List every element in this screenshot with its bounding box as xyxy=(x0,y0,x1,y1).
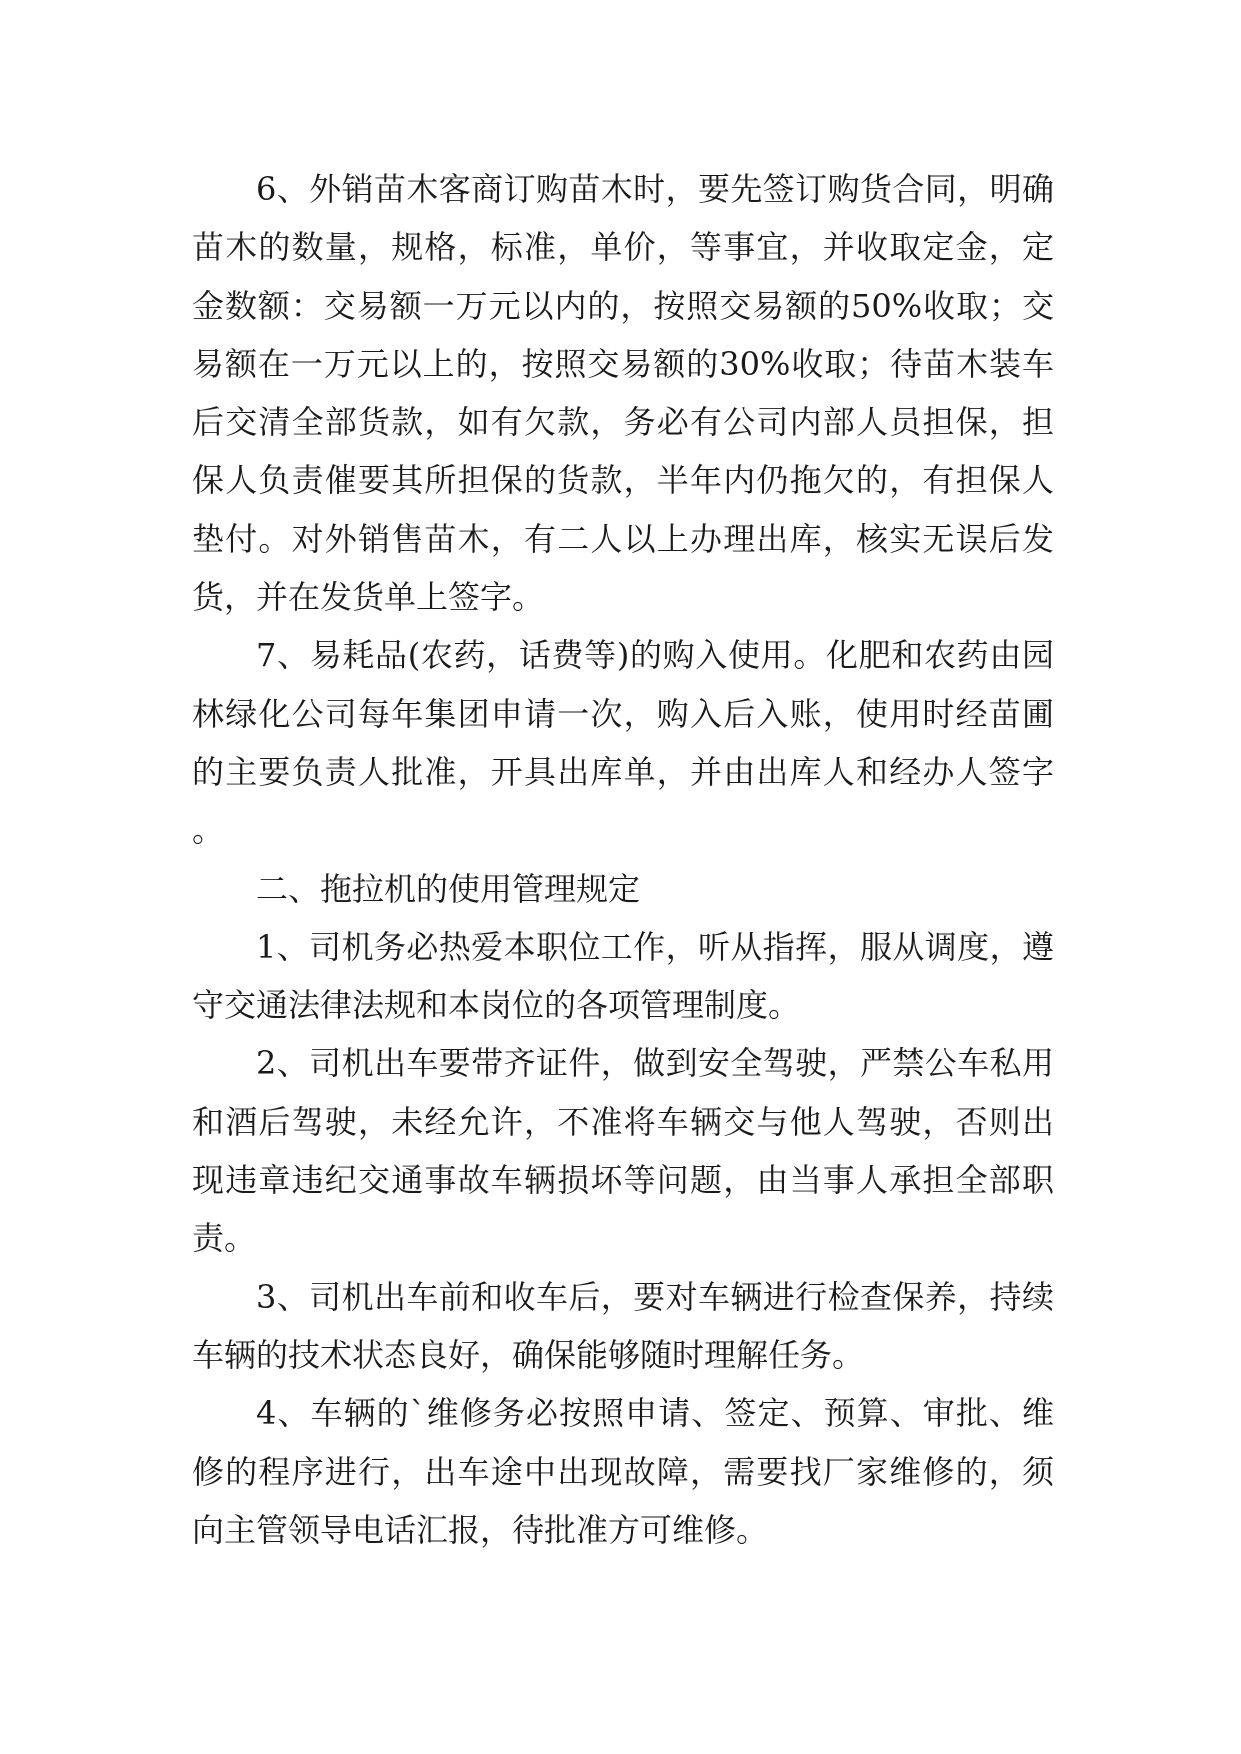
document-body xyxy=(192,160,1054,1559)
paragraph-item-3: 3、司机出车前和收车后，要对车辆进行检查保养，持续车辆的技术状态良好，确保能够随时理解任务。 xyxy=(192,1277,1054,1374)
paragraph-item-4: 4、车辆的`维修务必按照申请、签定、预算、审批、维修的程序进行，出车途中出现故障，需要找厂家维修的，须向主管领导电话汇报，待批准方可维修。 xyxy=(192,1394,1054,1549)
paragraph-item-1: 1、司机务必热爱本职位工作，听从指挥，服从调度，遵守交通法律法规和本岗位的各项管理制度。 xyxy=(192,927,1054,1025)
paragraph-item-6: 6、外销苗木客商订购苗木时，要先签订购货合同，明确苗木的数量，规格，标准，单价，等事宜，并收取定金，定金数额：交易额一万元以内的，按照交易额的50%收取；交易额在一万元以上的，按照交易额的30%收取；待苗木装车后交清全部货款，如有欠款，务必有公司内部人员担保，担保人负责催要其所担保的货款，半年内仍拖欠的，有担保人垫付。对外销售苗木，有二人以上办理出库，核实无误后发货，并在发货单上签字。 xyxy=(192,170,1054,617)
paragraph-item-7: 7、易耗品(农药，话费等)的购入使用。化肥和农药由园林绿化公司每年集团申请一次，购入后入账，使用时经苗圃的主要负责人批准，开具出库单，并由出库人和经办人签字。 xyxy=(192,636,1054,850)
paragraph-item-2: 2、司机出车要带齐证件，做到安全驾驶，严禁公车私用和酒后驾驶，未经允许，不准将车辆交与他人驾驶，否则出现违章违纪交通事故车辆损坏等问题，由当事人承担全部职责。 xyxy=(192,1044,1054,1258)
section-heading-tractor: 二、拖拉机的使用管理规定 xyxy=(256,869,641,908)
